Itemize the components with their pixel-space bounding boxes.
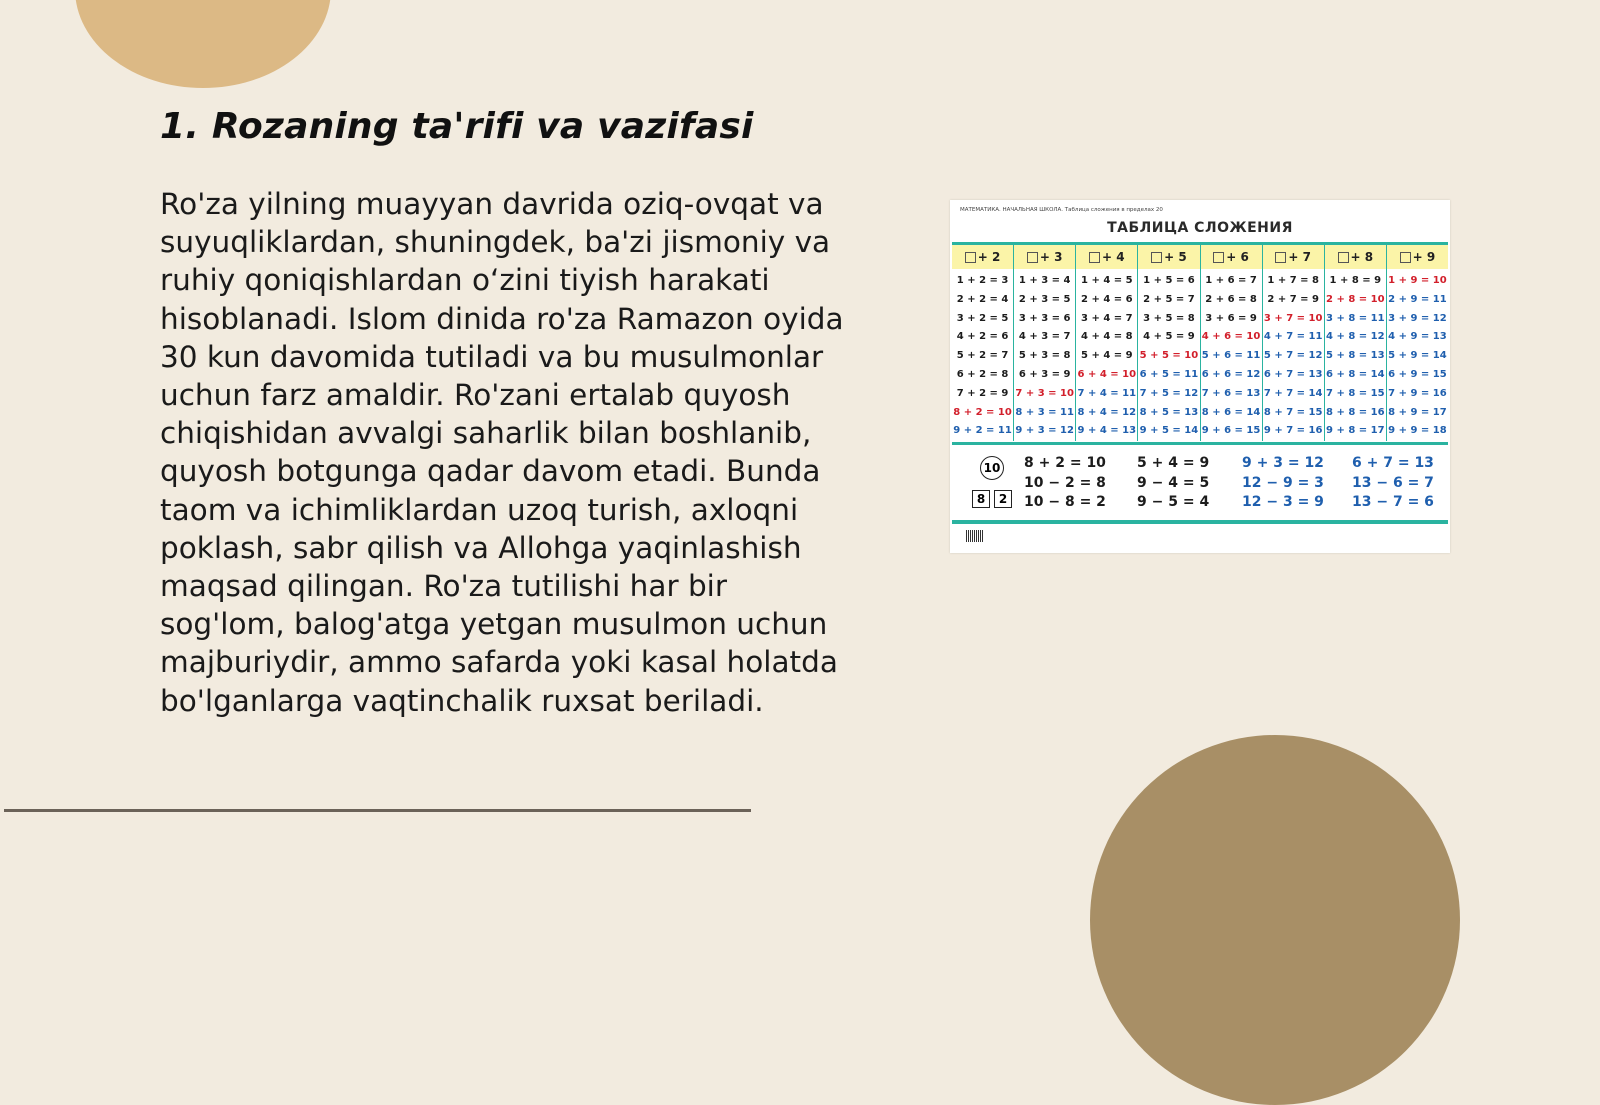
grid-cell: 7 + 8 = 15 <box>1326 387 1385 399</box>
blank-box-icon <box>965 252 976 263</box>
fact-equation: 9 − 5 = 4 <box>1137 494 1210 510</box>
grid-cell: 2 + 4 = 6 <box>1081 293 1133 305</box>
grid-cell: 7 + 5 = 12 <box>1139 387 1199 399</box>
grid-cell: 5 + 3 = 8 <box>1018 350 1071 362</box>
grid-cell: 8 + 4 = 12 <box>1077 406 1137 418</box>
grid-cell: 2 + 5 = 7 <box>1143 293 1195 305</box>
grid-cell: 3 + 5 = 8 <box>1143 312 1195 324</box>
grid-cell: 5 + 7 = 12 <box>1263 350 1323 362</box>
grid-cell: 4 + 2 = 6 <box>956 331 1009 343</box>
fact-family-section <box>952 448 1448 520</box>
grid-header <box>952 245 1014 269</box>
grid-header-label: + 9 <box>1412 250 1436 264</box>
number-box-right: 2 <box>994 490 1012 508</box>
grid-cell: 6 + 5 = 11 <box>1139 368 1199 380</box>
grid-cell: 5 + 9 = 14 <box>1388 350 1447 362</box>
grid-header <box>1387 245 1448 269</box>
grid-header-label: + 5 <box>1164 250 1187 264</box>
grid-cell: 9 + 2 = 11 <box>953 425 1012 437</box>
grid-cell: 7 + 2 = 9 <box>956 387 1009 399</box>
fact-equation: 8 + 2 = 10 <box>1024 455 1106 471</box>
grid-header <box>1263 245 1325 269</box>
fact-equation: 6 + 7 = 13 <box>1352 455 1434 471</box>
grid-header <box>1325 245 1387 269</box>
number-circle: 10 <box>980 456 1004 480</box>
grid-cell: 7 + 4 = 11 <box>1077 387 1137 399</box>
grid-cell: 3 + 4 = 7 <box>1081 312 1133 324</box>
grid-cell: 1 + 4 = 5 <box>1081 275 1133 286</box>
grid-cell: 8 + 6 = 14 <box>1201 406 1261 418</box>
grid-cell: 4 + 4 = 8 <box>1081 331 1133 343</box>
grid-cell: 9 + 5 = 14 <box>1139 425 1199 437</box>
grid-column <box>1076 269 1138 441</box>
grid-cell: 3 + 9 = 12 <box>1388 312 1447 324</box>
grid-cell: 1 + 5 = 6 <box>1143 275 1195 286</box>
image-top-line: МАТЕМАТИКА. НАЧАЛЬНАЯ ШКОЛА. Таблица сложения в пределах 20 <box>960 207 1163 213</box>
grid-cell: 2 + 6 = 8 <box>1205 293 1257 305</box>
grid-cell: 6 + 4 = 10 <box>1077 368 1137 380</box>
grid-cell: 4 + 7 = 11 <box>1263 331 1323 343</box>
grid-cell: 7 + 6 = 13 <box>1201 387 1261 399</box>
blank-box-icon <box>1027 252 1038 263</box>
grid-cell: 5 + 2 = 7 <box>956 350 1009 362</box>
grid-column <box>1201 269 1263 441</box>
grid-cell: 8 + 2 = 10 <box>953 406 1012 418</box>
grid-cell: 1 + 8 = 9 <box>1329 275 1382 286</box>
grid-column <box>952 269 1014 441</box>
grid-cell: 7 + 7 = 14 <box>1263 387 1323 399</box>
grid-cell: 2 + 7 = 9 <box>1267 293 1319 305</box>
grid-cell: 2 + 3 = 5 <box>1018 293 1071 305</box>
grid-cell: 6 + 7 = 13 <box>1263 368 1323 380</box>
slide-title: 1. Rozaning ta'rifi va vazifasi <box>160 106 754 147</box>
grid-header-label: + 3 <box>1039 250 1063 264</box>
grid-cell: 3 + 2 = 5 <box>956 312 1009 324</box>
fact-equation: 10 − 8 = 2 <box>1024 494 1106 510</box>
grid-cell: 1 + 9 = 10 <box>1388 275 1447 286</box>
divider-line <box>4 809 751 812</box>
grid-cell: 1 + 2 = 3 <box>956 275 1009 286</box>
fact-equation: 13 − 7 = 6 <box>1352 494 1434 510</box>
grid-cell: 7 + 9 = 16 <box>1388 387 1447 399</box>
grid-cell: 9 + 3 = 12 <box>1015 425 1074 437</box>
decorative-circle-top <box>75 0 331 88</box>
image-footer-bar <box>952 520 1448 524</box>
grid-cell: 4 + 8 = 12 <box>1326 331 1385 343</box>
image-title: ТАБЛИЦА СЛОЖЕНИЯ <box>1107 220 1293 236</box>
grid-cell: 9 + 9 = 18 <box>1388 425 1447 437</box>
fact-equation: 5 + 4 = 9 <box>1137 455 1210 471</box>
grid-cell: 6 + 8 = 14 <box>1326 368 1385 380</box>
grid-cell: 8 + 7 = 15 <box>1263 406 1323 418</box>
grid-cell: 8 + 5 = 13 <box>1139 406 1199 418</box>
slide-body-text: Ro'za yilning muayyan davrida oziq-ovqat va suyuqliklardan, shuningdek, ba'zi jismoniy va ruhiy qoniqishlardan o‘zini tiyish harakati hisoblanadi. Islom dinida ro'za Ramazon oyida 30 kun davomida tutiladi va bu musulmonlar uchun farz amaldir. Ro'zani ertalab quyosh chiqishidan avvalgi saharlik bilan boshlanib, quyosh botgunga qadar davom etadi. Bunda taom va ichimliklardan uzoq turish, axloqni poklash, sabr qilish va Allohga yaqinlashish maqsad qilingan. Ro'za tutilishi har bir sog'lom, balog'atga yetgan musulmon uchun majburiydir, ammo safarda yoki kasal holatda bo'lganlarga vaqtinchalik ruxsat beriladi. <box>160 187 844 718</box>
blank-box-icon <box>1213 252 1224 263</box>
addition-grid <box>952 242 1448 445</box>
grid-cell: 6 + 9 = 15 <box>1388 368 1447 380</box>
blank-box-icon <box>1151 252 1162 263</box>
grid-cell: 3 + 7 = 10 <box>1263 312 1323 324</box>
grid-cell: 6 + 2 = 8 <box>956 368 1009 380</box>
grid-cell: 4 + 5 = 9 <box>1143 331 1195 343</box>
grid-cell: 3 + 3 = 6 <box>1018 312 1071 324</box>
fact-equation: 13 − 6 = 7 <box>1352 474 1434 491</box>
grid-header-row <box>952 242 1448 269</box>
grid-cell: 3 + 6 = 9 <box>1205 312 1257 324</box>
grid-header-label: + 4 <box>1102 250 1125 264</box>
blank-box-icon <box>1400 252 1411 263</box>
blank-box-icon <box>1275 252 1286 263</box>
blank-box-icon <box>1089 252 1100 263</box>
grid-cell: 5 + 8 = 13 <box>1326 350 1385 362</box>
grid-cell: 4 + 9 = 13 <box>1388 331 1447 343</box>
grid-cell: 9 + 4 = 13 <box>1077 425 1137 437</box>
grid-cell: 1 + 6 = 7 <box>1205 275 1257 286</box>
grid-cell: 9 + 6 = 15 <box>1201 425 1261 437</box>
barcode-icon <box>966 530 984 542</box>
fact-equation: 10 − 2 = 8 <box>1024 474 1106 491</box>
grid-cell: 5 + 6 = 11 <box>1201 350 1261 362</box>
fact-equation: 9 + 3 = 12 <box>1242 455 1324 471</box>
grid-header-label: + 2 <box>977 250 1001 264</box>
grid-cell: 5 + 5 = 10 <box>1139 350 1199 362</box>
decorative-circle-bottom <box>1090 735 1460 1105</box>
grid-header <box>1201 245 1263 269</box>
grid-column <box>1387 269 1448 441</box>
grid-cell: 7 + 3 = 10 <box>1015 387 1074 399</box>
addition-table-image <box>950 200 1450 553</box>
grid-cell: 2 + 9 = 11 <box>1388 293 1447 305</box>
grid-header <box>1014 245 1076 269</box>
grid-header-label: + 8 <box>1350 250 1374 264</box>
grid-cell: 2 + 2 = 4 <box>956 293 1009 305</box>
blank-box-icon <box>1338 252 1349 263</box>
grid-column <box>1014 269 1076 441</box>
grid-cell: 2 + 8 = 10 <box>1326 293 1385 305</box>
grid-columns <box>952 269 1448 441</box>
grid-column <box>1325 269 1387 441</box>
grid-header-label: + 6 <box>1226 250 1249 264</box>
grid-column <box>1263 269 1325 441</box>
grid-cell: 5 + 4 = 9 <box>1081 350 1133 362</box>
fact-equation: 12 − 9 = 3 <box>1242 474 1324 491</box>
number-box-left: 8 <box>972 490 990 508</box>
fact-equation: 9 − 4 = 5 <box>1137 474 1210 491</box>
grid-cell: 3 + 8 = 11 <box>1326 312 1385 324</box>
grid-cell: 6 + 3 = 9 <box>1018 368 1071 380</box>
grid-cell: 6 + 6 = 12 <box>1201 368 1261 380</box>
grid-cell: 8 + 3 = 11 <box>1015 406 1074 418</box>
grid-cell: 9 + 7 = 16 <box>1263 425 1323 437</box>
grid-header-label: + 7 <box>1288 250 1311 264</box>
grid-cell: 1 + 7 = 8 <box>1267 275 1319 286</box>
grid-cell: 8 + 8 = 16 <box>1326 406 1385 418</box>
fact-equation: 12 − 3 = 9 <box>1242 494 1324 510</box>
grid-cell: 4 + 6 = 10 <box>1201 331 1261 343</box>
grid-cell: 1 + 3 = 4 <box>1018 275 1071 286</box>
grid-cell: 9 + 8 = 17 <box>1326 425 1385 437</box>
grid-cell: 4 + 3 = 7 <box>1018 331 1071 343</box>
grid-cell: 8 + 9 = 17 <box>1388 406 1447 418</box>
grid-header <box>1138 245 1200 269</box>
grid-header <box>1076 245 1138 269</box>
grid-column <box>1138 269 1200 441</box>
